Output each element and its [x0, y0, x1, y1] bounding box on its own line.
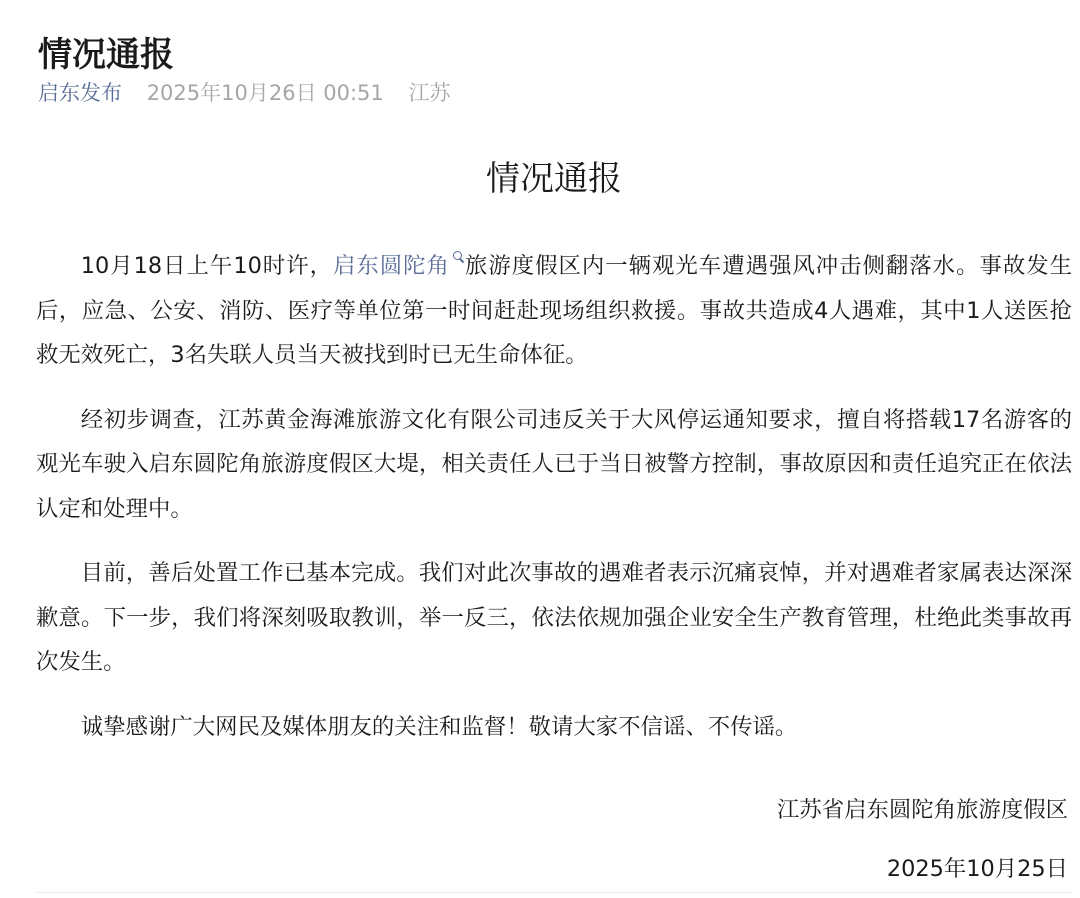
article-meta: [38, 76, 450, 110]
author-link[interactable]: 启东发布: [38, 81, 122, 105]
issue-date: 2025年10月25日: [886, 856, 1068, 882]
article-title: 情况通报: [38, 34, 174, 75]
paragraph-1: [36, 244, 1072, 378]
paragraph-1-rest: 旅游度假区内一辆观光车遭遇强风冲击侧翻落水。事故发生后，应急、公安、消防、医疗等单位第一时间赶赴现场组织救援。事故共造成4人遇难，其中1人送医抢救无效死亡，3名失联人员当天被找到时已无生命体征。: [36, 253, 1073, 368]
paragraph-4: 诚挚感谢广大网民及媒体朋友的关注和监督！敬请大家不信谣、不传谣。: [80, 713, 798, 740]
search-icon[interactable]: [452, 250, 464, 264]
publish-time: 2025年10月26日 00:51: [146, 81, 384, 105]
location-search-link[interactable]: [333, 253, 464, 279]
notice-heading: 情况通报: [486, 159, 622, 199]
paragraph-3: 目前，善后处置工作已基本完成。我们对此次事故的遇难者表示沉痛哀悼，并对遇难者家属表达深深歉意。下一步，我们将深刻吸取教训，举一反三，依法依规加强企业安全生产教育管理，杜绝此类事故再次发生。: [36, 560, 1072, 675]
bottom-divider: [36, 892, 1072, 893]
issuer-signature: 江苏省启东圆陀角旅游度假区: [776, 797, 1068, 823]
publish-location: 江苏: [408, 81, 451, 105]
paragraph-2: 经初步调查，江苏黄金海滩旅游文化有限公司违反关于大风停运通知要求，擅自将搭载17名游客的观光车驶入启东圆陀角旅游度假区大堤，相关责任人已于当日被警方控制，事故原因和责任追究正在依法认定和处理中。: [36, 406, 1072, 522]
location-search-link-text[interactable]: 启东圆陀角: [332, 253, 450, 279]
paragraph-1-start: 10月18日上午10时许，: [80, 253, 333, 279]
article-page: [36, 0, 1072, 898]
notice-body: [36, 244, 1072, 769]
